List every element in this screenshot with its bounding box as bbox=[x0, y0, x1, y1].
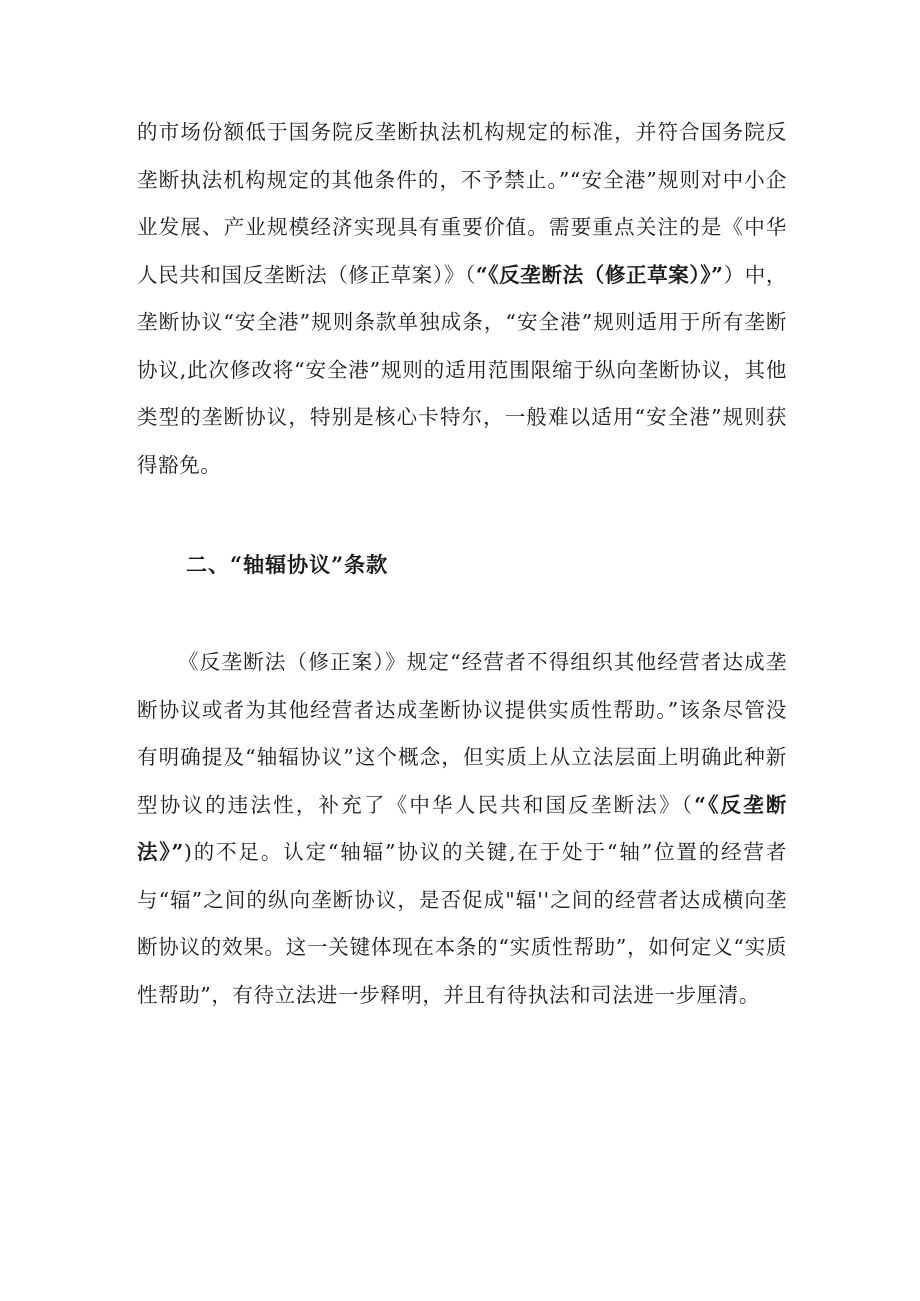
paragraph2-text-2: )的不足。认定“轴辐”协议的关键,在于处于“轴”位置的经营者与“辐”之间的纵向垄断协议，是否促成"辐''之间的经营者达成横向垄断协议的效果。这一关键体现在本条的“实质性帮助”，如何定义“实质性帮助”，有待立法进一步释明，并且有待执法和司法进一步厘清。 bbox=[137, 840, 787, 1007]
section-heading: 二、“轴辐协议”条款 bbox=[186, 552, 389, 577]
paragraph2-text-1: 《反垄断法（修正案）》规定“经营者不得组织其他经营者达成垄断协议或者为其他经营者达成垄断协议提供实质性帮助。”该条尽管没有明确提及“轴辐协议”这个概念，但实质上从立法层面上明确此种新型协议的违法性，补充了《中华人民共和国反垄断法》（ bbox=[137, 650, 787, 817]
paragraph1-text-1: 的市场份额低于国务院反垄断执法机构规定的标准，并符合国务院反垄断执法机构规定的其他条件的，不予禁止。”“安全港”规则对中小企业发展、产业规模经济实现具有重要价值。需要重点关注的是《中华人民共和国反垄断法（修正草案）》（ bbox=[137, 120, 787, 287]
paragraph2-bold-term: “《反垄断法》” bbox=[137, 792, 788, 864]
paragraph-safe-harbor bbox=[137, 109, 787, 489]
paragraph-hub-spoke bbox=[137, 639, 787, 1019]
paragraph1-bold-term: “《反垄断法（修正草案）》” bbox=[475, 262, 724, 287]
paragraph1-text-2: ）中，垄断协议“安全港”规则条款单独成条，“安全港”规则适用于所有垄断协议,此次修改将“安全港”规则的适用范围限缩于纵向垄断协议，其他类型的垄断协议，特别是核心卡特尔，一般难以适用“安全港”规则获得豁免。 bbox=[137, 262, 787, 477]
